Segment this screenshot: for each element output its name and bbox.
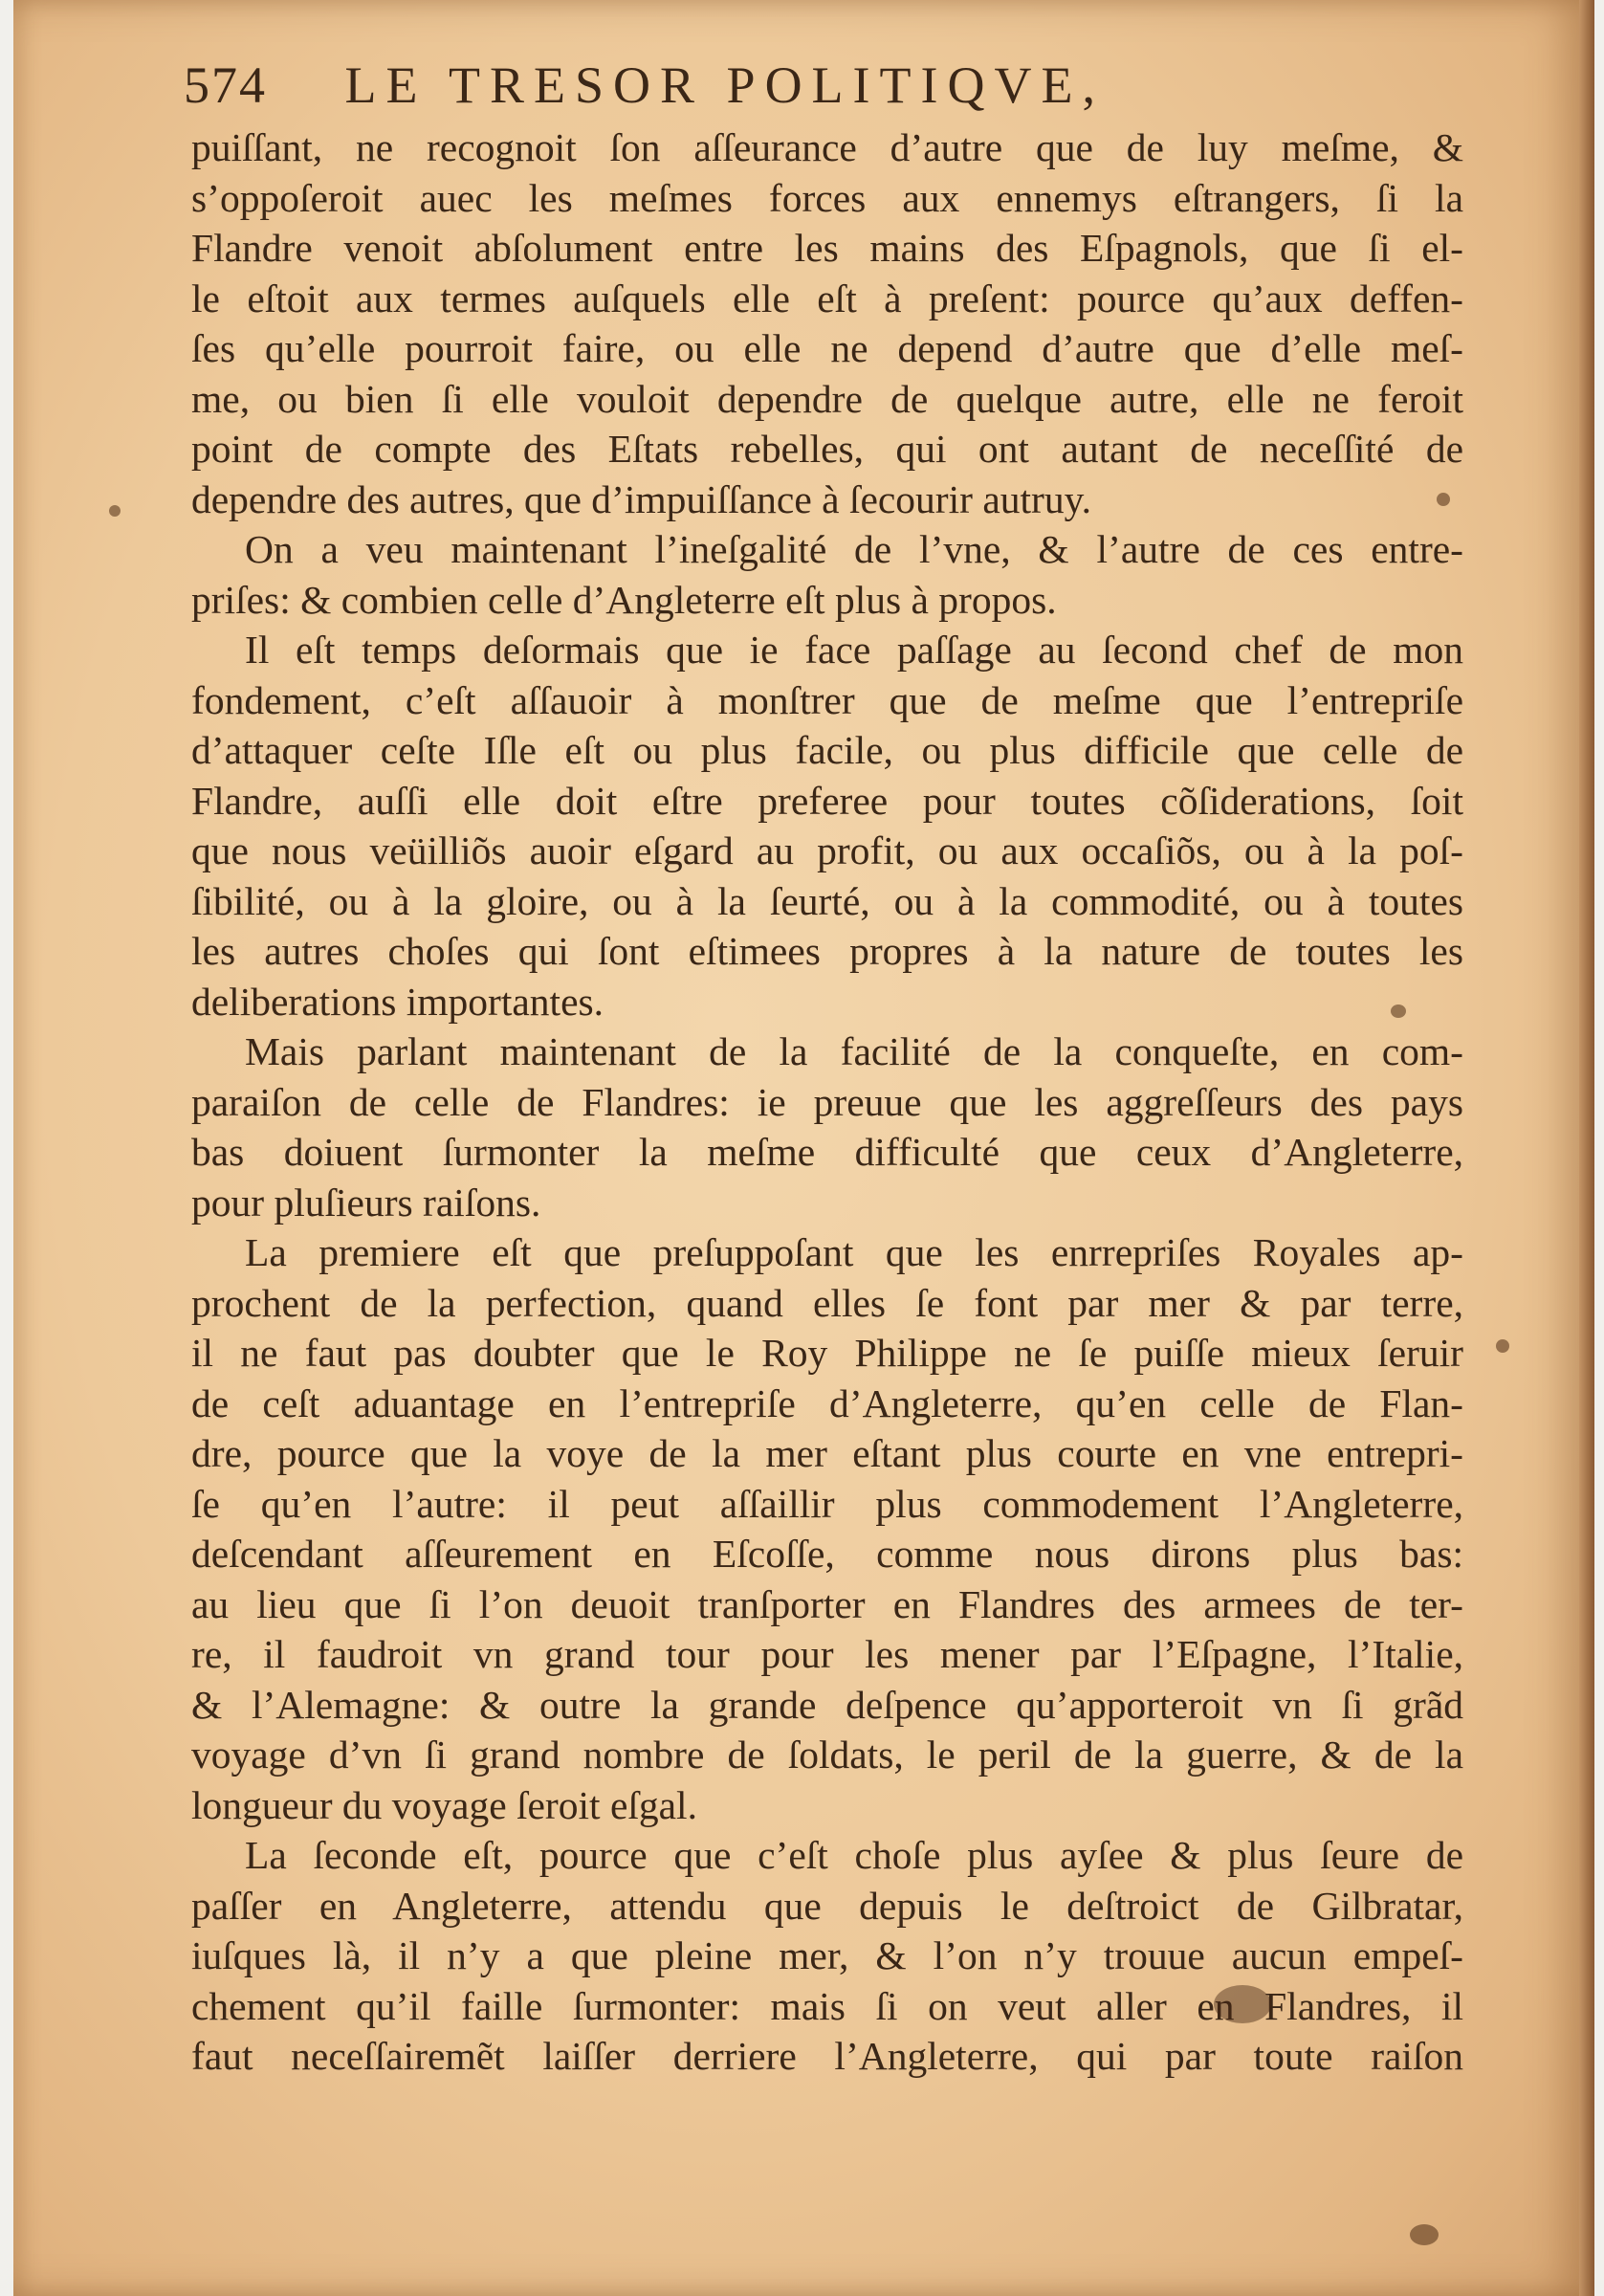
text-line: voyage d’vn ſi grand nombre de ſoldats, le peril de la guerre, & de la	[191, 1733, 1463, 1777]
text-line: prochent de la perfection, quand elles ſe font par mer & par terre,	[191, 1280, 1463, 1325]
text-line: me, ou bien ſi elle vouloit dependre de quelque autre, elle ne feroit	[191, 376, 1463, 421]
text-line: puiſſant, ne recognoit ſon aſſeurance d’autre que de luy meſme, &	[191, 125, 1463, 169]
paragraph-start-line: La premiere eſt que preſuppoſant que les enrrepriſes Royales ap-	[245, 1230, 1463, 1274]
ink-blot	[1214, 1985, 1271, 2023]
text-line: iuſques là, il n’y a que pleine mer, & l’on n’y trouue aucun empeſ-	[191, 1933, 1463, 1977]
ink-blot	[1410, 2224, 1439, 2245]
paragraph-start-line: Il eſt temps deſormais que ie face paſſage au ſecond chef de mon	[245, 628, 1463, 672]
text-line: faut neceſſairemẽt laiſſer derriere l’Angleterre, qui par toute raiſon	[191, 2034, 1463, 2078]
page-edge-shadow	[1579, 0, 1594, 2296]
text-line: priſes: & combien celle d’Angleterre eſt plus à propos.	[191, 577, 1057, 622]
text-line: bas doiuent ſurmonter la meſme difficulté que ceux d’Angleterre,	[191, 1130, 1463, 1174]
text-line: il ne faut pas doubter que le Roy Philippe ne ſe puiſſe mieux ſeruir	[191, 1331, 1463, 1375]
page-number: 574	[184, 56, 267, 114]
text-line: chement qu’il faille ſurmonter: mais ſi on veut aller en Flandres, il	[191, 1983, 1463, 2028]
text-line: pour pluſieurs raiſons.	[191, 1180, 541, 1225]
text-line: re, il faudroit vn grand tour pour les mener par l’Eſpagne, l’Italie,	[191, 1632, 1463, 1676]
text-line: deliberations importantes.	[191, 979, 604, 1024]
text-line: Flandre, auſſi elle doit eſtre preferee pour toutes cõſiderations, ſoit	[191, 778, 1463, 823]
running-title: LE TRESOR POLITIQVE,	[344, 56, 1105, 114]
text-line: ſes qu’elle pourroit faire, ou elle ne depend d’autre que d’elle meſ-	[191, 326, 1463, 370]
text-line: que nous veüilliõs auoir eſgard au profit, ou aux occaſiõs, ou à la poſ-	[191, 828, 1463, 872]
text-line: le eſtoit aux termes auſquels elle eſt à preſent: pource qu’aux deffen-	[191, 276, 1463, 320]
text-line: les autres choſes qui ſont eſtimees propres à la nature de toutes les	[191, 929, 1463, 973]
text-line: longueur du voyage ſeroit eſgal.	[191, 1782, 697, 1827]
text-line: paraiſon de celle de Flandres: ie preuue que les aggreſſeurs des pays	[191, 1079, 1463, 1124]
ink-blot	[1391, 1004, 1406, 1018]
text-line: d’attaquer ceſte Iſle eſt ou plus facile, ou plus difficile que celle de	[191, 728, 1463, 772]
text-line: s’oppoſeroit auec les meſmes forces aux ennemys eſtrangers, ſi la	[191, 175, 1463, 220]
text-line: & l’Alemagne: & outre la grande deſpence qu’apporteroit vn ſi grãd	[191, 1682, 1463, 1727]
paragraph-start-line: On a veu maintenant l’ineſgalité de l’vne, & l’autre de ces entre-	[245, 527, 1463, 571]
text-line: point de compte des Eſtats rebelles, qui ont autant de neceſſité de	[191, 427, 1463, 471]
ink-blot	[1496, 1339, 1509, 1353]
ink-blot	[1437, 493, 1450, 506]
text-line: Flandre venoit abſolument entre les mains des Eſpagnols, que ſi el-	[191, 226, 1463, 270]
ink-blot	[109, 505, 121, 517]
text-line: ſe qu’en l’autre: il peut aſſaillir plus commodement l’Angleterre,	[191, 1481, 1463, 1526]
text-line: ſibilité, ou à la gloire, ou à la ſeurté, ou à la commodité, ou à toutes	[191, 878, 1463, 923]
text-line: dre, pource que la voye de la mer eſtant plus courte en vne entrepri-	[191, 1431, 1463, 1475]
book-page	[13, 0, 1594, 2296]
paragraph-start-line: Mais parlant maintenant de la facilité de la conqueſte, en com-	[245, 1029, 1463, 1073]
text-line: paſſer en Angleterre, attendu que depuis le deſtroict de Gilbratar,	[191, 1883, 1463, 1928]
text-line: deſcendant aſſeurement en Eſcoſſe, comme nous dirons plus bas:	[191, 1532, 1463, 1576]
running-header	[184, 55, 1465, 115]
text-line: au lieu que ſi l’on deuoit tranſporter en Flandres des armees de ter-	[191, 1581, 1463, 1626]
text-line: dependre des autres, que d’impuiſſance à ſecourir autruy.	[191, 476, 1092, 521]
paragraph-start-line: La ſeconde eſt, pource que c’eſt choſe plus ayſee & plus ſeure de	[245, 1833, 1463, 1877]
text-line: de ceſt aduantage en l’entrepriſe d’Angleterre, qu’en celle de Flan-	[191, 1380, 1463, 1425]
body-text	[191, 122, 1463, 2082]
text-line: fondement, c’eſt aſſauoir à monſtrer que de meſme que l’entrepriſe	[191, 677, 1463, 722]
